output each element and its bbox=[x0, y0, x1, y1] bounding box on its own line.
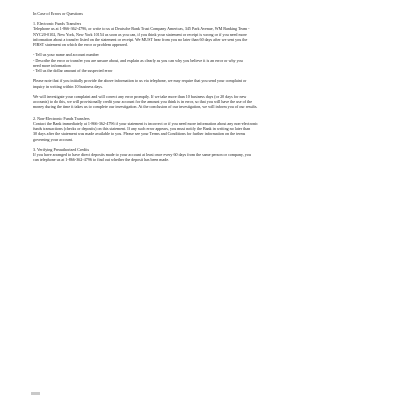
written-confirmation-note bbox=[33, 78, 367, 88]
text-line: governing your account. bbox=[33, 136, 73, 142]
text-line: Please note that if you initially provide the above information to us via telephone, we may require that you send your complaint or bbox=[33, 78, 247, 84]
text-line: 3. Verifying Preauthorized Credits bbox=[33, 147, 90, 152]
section-electronic-funds-transfers bbox=[33, 21, 367, 47]
text-line: Contact the Bank immediately at 1-866-362-4796 if your statement is incorrect or if you need more information about any non-electronic bbox=[33, 121, 258, 126]
text-line: inquiry in writing within 10 business days. bbox=[33, 83, 103, 89]
section-non-electronic-funds-transfers bbox=[33, 116, 367, 142]
investigation-paragraph bbox=[33, 94, 367, 110]
text-line: NYC20-0102, New York, New York 10154 as soon as you can, if you think your statement or receipt is wrong or if you need more bbox=[33, 31, 247, 37]
text-line: FIRST statement on which the error or problem appeared. bbox=[33, 42, 128, 48]
text-line: 1. Electronic Funds Transfers bbox=[33, 21, 82, 27]
document-page bbox=[33, 11, 367, 168]
document-title: In Case of Errors or Questions bbox=[33, 11, 83, 16]
list-item: - Describe the error or transfer you are unsure about, and explain as clearly as you can why you believe it is an error or why you bbox=[33, 57, 243, 63]
text-line: 30 days after the statement was made available to you. Please see your Terms and Conditions for further information on the terms bbox=[33, 131, 246, 137]
text-line: information about a transfer listed on the statement or receipt. We MUST hear from you no later than 60 days after we sent you the bbox=[33, 36, 248, 42]
list-item: need more information bbox=[33, 62, 71, 68]
text-line: We will investigate your complaint and will correct any error promptly. If we take more than 10 business days (or 20 days for new bbox=[33, 94, 247, 99]
page-edge-mark bbox=[31, 392, 40, 395]
text-line: money during the time it takes us to complete our investigation. At the conclusion of our investigation, we will inform you of our results. bbox=[33, 104, 258, 110]
text-line: accounts) to do this, we will provisionally credit your account for the amount you think is in error, so that you will have the use of the bbox=[33, 99, 253, 105]
required-info-list bbox=[33, 52, 367, 73]
list-item: - Tell us the dollar amount of the suspected error bbox=[33, 68, 113, 74]
list-item: - Tell us your name and account number bbox=[33, 52, 99, 58]
text-line: funds transactions (checks or deposits) on this statement. If any such error appears, you must notify the Bank in writing no later than bbox=[33, 126, 251, 132]
text-line: If you have arranged to have direct deposits made to your account at least once every 60 days from the same person or company, you bbox=[33, 152, 251, 158]
text-line: can telephone us at 1-866-362-4796 to find out whether the deposit has been made. bbox=[33, 157, 170, 163]
text-line: Telephone us at 1-866-362-4796, or write to us at Deutsche Bank Trust Company Americas, 345 Park Avenue, WM Banking Team - bbox=[33, 26, 250, 32]
section-verifying-preauthorized-credits bbox=[33, 147, 367, 163]
text-line: 2. Non-Electronic Funds Transfers bbox=[33, 115, 90, 121]
